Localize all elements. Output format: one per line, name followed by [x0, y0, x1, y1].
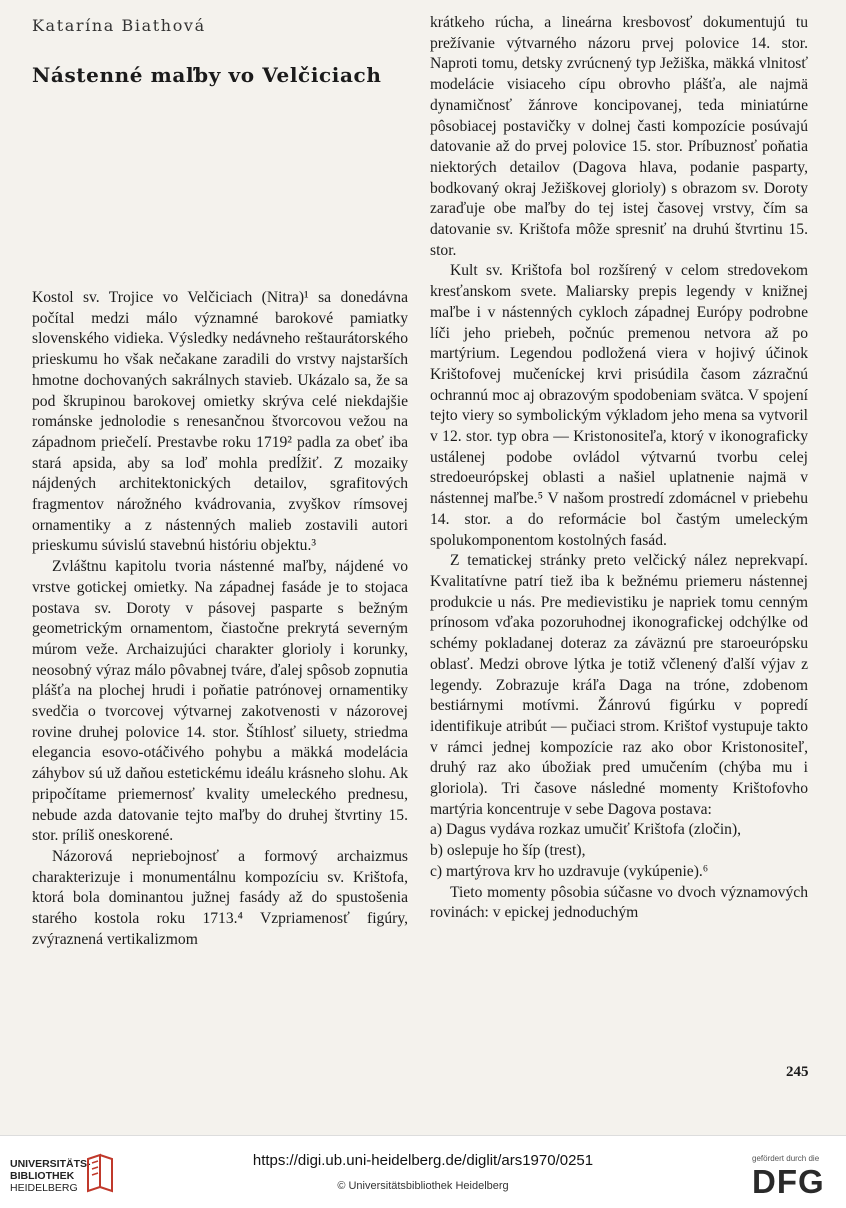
library-name-line: UNIVERSITÄTS- [10, 1158, 91, 1170]
library-name-line: HEIDELBERG [10, 1182, 78, 1194]
paragraph: Z tematickej stránky preto velčický nález neprekvapí. Kvalitatívne patrí tiež iba k bežnému priemeru nástennej produkcie u nás. Pre medievistiku je napriek tomu cenným prínosom vďaka pozoruhodnej ikonografickej odchýlke od schémy pokladanej doteraz za záväznú pre staroeurópsku oblasť. Medzi obrove lýtka je totiž včlenený ďalší výjav z legendy. Zobrazuje kráľa Daga na tróne, zdobenom bestiárnymi motívmi. Žánrovú figúrku v popredí identifikuje atribút — pučiaci strom. Krištof vystupuje takto v rámci jednej kompozície raz ako obor Kristonositeľ, druhý raz ako úbožiak pred umučením (chýba mu i gloriola). Tri časove následné momenty Krištofovho martýria koncentruje v sebe Dagova postava: [430, 552, 808, 818]
paragraph: Kult sv. Krištofa bol rozšírený v celom stredovekom kresťanskom svete. Maliarsky prepis legendy v knižnej maľbe i v nástenných cykloch západnej Európy podrobne líči jeho priebeh, počnúc premenou netvora až po martýrium. Legendou podložená viera v hojivý účinok Krištofovej mučeníckej krvi prisúdila časom zázračnú ochrannú moc aj obrazovým spodobeniam svätca. V spojení tejto viery so symbolickým výkladom jeho mena sa vytvoril v 12. stor. typ obra — Kristonositeľa, ktorý v ikonograficky ustálenej podobe ovládol výtvarnú tvorbu celej stredoeurópskej oblasti a našiel uplatnenie najmä v nástennej maľbe.⁵ V našom prostredí zdomácnel v priebehu 14. stor. a do reformácie bol častým umeleckým spolukomponentom kostolných fasád. [430, 262, 808, 549]
paragraph: krátkeho rúcha, a lineárna kresbovosť dokumentujú tu prežívanie výtvarného názoru prvej polovice 14. stor. Naproti tomu, detsky zvrúcnený typ Ježiška, mäkká vlnitosť modelácie visiaceho cípu obrovho plášťa, ale najmä dynamičnosť žánrove koncipovanej, teda miniatúrne pôsobiacej postavičky v dolnej časti kompozície posúvajú datovanie až do prvej polovice 15. stor. Príbuznosť poňatia niektorých detailov (Dagova hlava, podanie pasparty, bodkovaný okraj Ježiškovej glorioly) s obrazom sv. Doroty zaraďuje obe maľby do tej istej časovej vrstvy, čím sa datovanie sv. Krištofa môže spresniť na druhú štvrtinu 15. stor. [430, 14, 808, 259]
author-name: Katarína Biathová [32, 16, 206, 35]
paragraph: Názorová nepriebojnosť a formový archaizmus charakterizuje i monumentálnu kompozíciu sv. Krištofa, ktorá bola dominantou južnej fasády až do spustošenia starého kostola roku 1713.⁴ Vzpriamenosť figúry, zvýraznená vertikalizmom [32, 847, 408, 948]
right-column [430, 13, 808, 924]
paragraph: Kostol sv. Trojice vo Velčiciach (Nitra)¹ sa donedávna počítal medzi málo významné barokové pamiatky slovenského vidieka. Výsledky nedávneho reštaurátorského prieskumu ho však nečakane zaradili do vrstvy najstarších hmotne dochovaných sakrálnych stavieb. Ukázalo sa, že sa pod škrupinou barokovej omietky skrýva celé niekdajšie románske jednolodie s renesančnou štvorcovou vežou na západnom priečelí. Prestavbe roku 1719² padla za obeť iba stará apsida, aby sa loď mohla predĺžiť. Z mozaiky nájdených architektonických detailov, sgrafitových fragmentov nárožného kvádrovania, zvyškov rímsovej ornamentiky a z nástenných malieb zostavili autori prieskumu súvislú stavebnú históriu objektu.³ [32, 289, 408, 555]
viewer-footer [0, 1135, 846, 1208]
document-url-link[interactable]: https://digi.ub.uni-heidelberg.de/diglit/ars1970/0251 [252, 1152, 594, 1169]
page-number: 245 [786, 1064, 809, 1080]
library-name-line: BIBLIOTHEK [10, 1170, 75, 1182]
left-column [32, 288, 408, 951]
article-title: Nástenné maľby vo Velčiciach [32, 63, 382, 87]
paragraph: Zvláštnu kapitolu tvoria nástenné maľby, nájdené vo vrstve gotickej omietky. Na západnej fasáde je to stojaca postava sv. Doroty v pásovej pasparte s bežným geometrickým ornamentom, čiastočne prekrytá severným múrom veže. Archaizujúci charakter glorioly i korunky, neosobný výraz málo pôvabnej tváre, ďalej spôsob zopnutia plášťa na plochej hrudi i poňatie patrónovej ornamentiky svedčia o tvorcovej výtvarnej zakotvenosti v názorovej rovine druhej polovice 14. stor. Štíhlosť siluety, striedma elegancia esovo-otáčivého pohybu a mäkká modelácia záhybov sú už daňou estetickému ideálu krásneho slohu. Ak pripočítame priemernosť kvality umeleckého prednesu, nebude azda datovanie tejto maľby do druhej štvrtiny 15. stor. príliš oneskorené. [32, 558, 408, 845]
list-item: c) martýrova krv ho uzdravuje (vykúpenie).⁶ [430, 862, 709, 880]
copyright-notice: © Universitätsbibliothek Heidelberg [337, 1180, 509, 1192]
dfg-logo[interactable]: DFG [752, 1163, 825, 1200]
list-item: a) Dagus vydáva rozkaz umučiť Krištofa (zločin), [430, 821, 742, 839]
paragraph: Tieto momenty pôsobia súčasne vo dvoch významových rovinách: v epickej jednoduchým [430, 883, 808, 922]
funded-by-label: gefördert durch die [752, 1154, 820, 1163]
list-item: b) oslepuje ho šíp (trest), [430, 842, 586, 860]
